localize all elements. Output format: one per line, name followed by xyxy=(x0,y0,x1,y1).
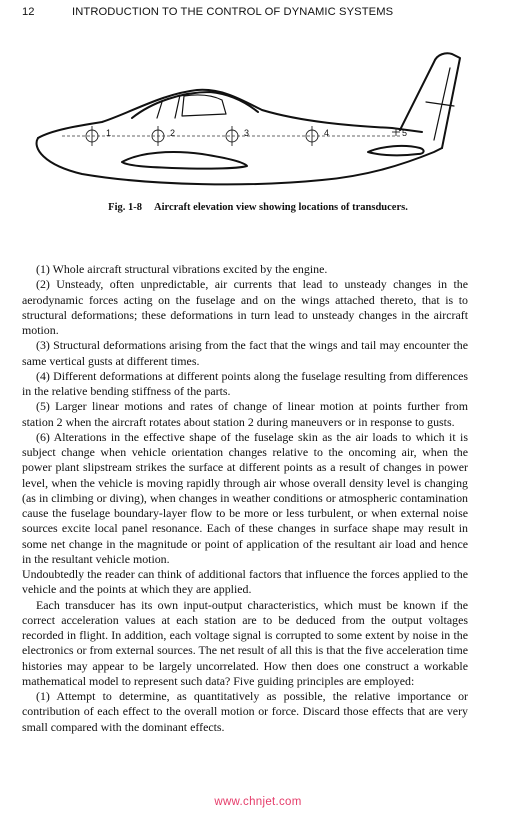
paragraph-5: (5) Larger linear motions and rates of change of linear motion at points further from station 2 when the aircraft rotates about station 2 during maneuvers or in response to gusts. xyxy=(22,399,468,429)
station-label-1: 1 xyxy=(106,128,112,138)
aircraft-drawing xyxy=(22,40,494,200)
running-header xyxy=(22,6,494,22)
station-label-5: 5 xyxy=(402,128,408,138)
running-title: INTRODUCTION TO THE CONTROL OF DYNAMIC SYSTEMS xyxy=(72,6,394,18)
figure-caption xyxy=(22,202,494,213)
station-label-2: 2 xyxy=(170,128,176,138)
paragraph-2: (2) Unsteady, often unpredictable, air currents that lead to unsteady changes in the aerodynamic forces acting on the fuselage and on the wings attached thereto, that is to structural deformations; these deformations in turn lead to unsteady changes in the aircraft motion. xyxy=(22,277,468,337)
paragraph-6: (6) Alterations in the effective shape of the fuselage skin as the air loads to which it is subject change when vehicle orientation changes relative to the oncoming air, when the power plant slipstream strikes the surface at different points as a result of changes in power level, when the vehicle is moving rapidly through air whose overall density level is changing (as in climbing or diving), when changes in weather conditions or atmospheric contamination cause the fuselage boundary-layer flow to be more or less turbulent, or when external noise sources excite local panel resonance. Each of these changes in surface shape may result in some net change in the magnitude or point of application of the resultant air load and hence in the resultant vehicle motion. xyxy=(22,429,468,566)
figure-aircraft-elevation xyxy=(22,40,494,200)
horizontal-tail xyxy=(368,146,424,155)
paragraph-9: (1) Attempt to determine, as quantitatively as possible, the relative importance or contribution of each effect to the overall motion or force. Discard those effects that are very small compared with the dominant effects. xyxy=(22,689,468,734)
figure-caption-label: Fig. 1-8 xyxy=(108,202,142,213)
paragraph-3: (3) Structural deformations arising from the fact that the wings and tail may encounter the same vertical gusts at different times. xyxy=(22,338,468,368)
page-number: 12 xyxy=(22,6,35,18)
body-text xyxy=(22,262,468,735)
paragraph-8: Each transducer has its own input-output characteristics, which must be known if the correct acceleration values at each station are to be deduced from the output voltages recorded in flight. In addition, each voltage signal is corrupted to some extent by noise in the electronics or from external sources. The net result of all this is that the five acceleration time histories may appear to be largely uncorrelated. How then does one construct a workable mathematical model to represent such data? Five guiding principles are employed: xyxy=(22,597,468,688)
paragraph-7: Undoubtedly the reader can think of additional factors that influence the forces applied to the vehicle and the points at which they are applied. xyxy=(22,567,468,597)
canopy-outline xyxy=(132,92,258,118)
vertical-tail xyxy=(400,53,460,148)
watermark-text: www.chnjet.com xyxy=(214,796,302,808)
wing-section xyxy=(122,152,247,169)
station-label-3: 3 xyxy=(244,128,250,138)
figure-caption-text: Aircraft elevation view showing locations of transducers. xyxy=(154,202,408,213)
paragraph-4: (4) Different deformations at different points along the fuselage resulting from differences in the relative bending stiffness of the parts. xyxy=(22,368,468,398)
paragraph-1: (1) Whole aircraft structural vibrations excited by the engine. xyxy=(36,262,328,276)
station-label-4: 4 xyxy=(324,128,330,138)
